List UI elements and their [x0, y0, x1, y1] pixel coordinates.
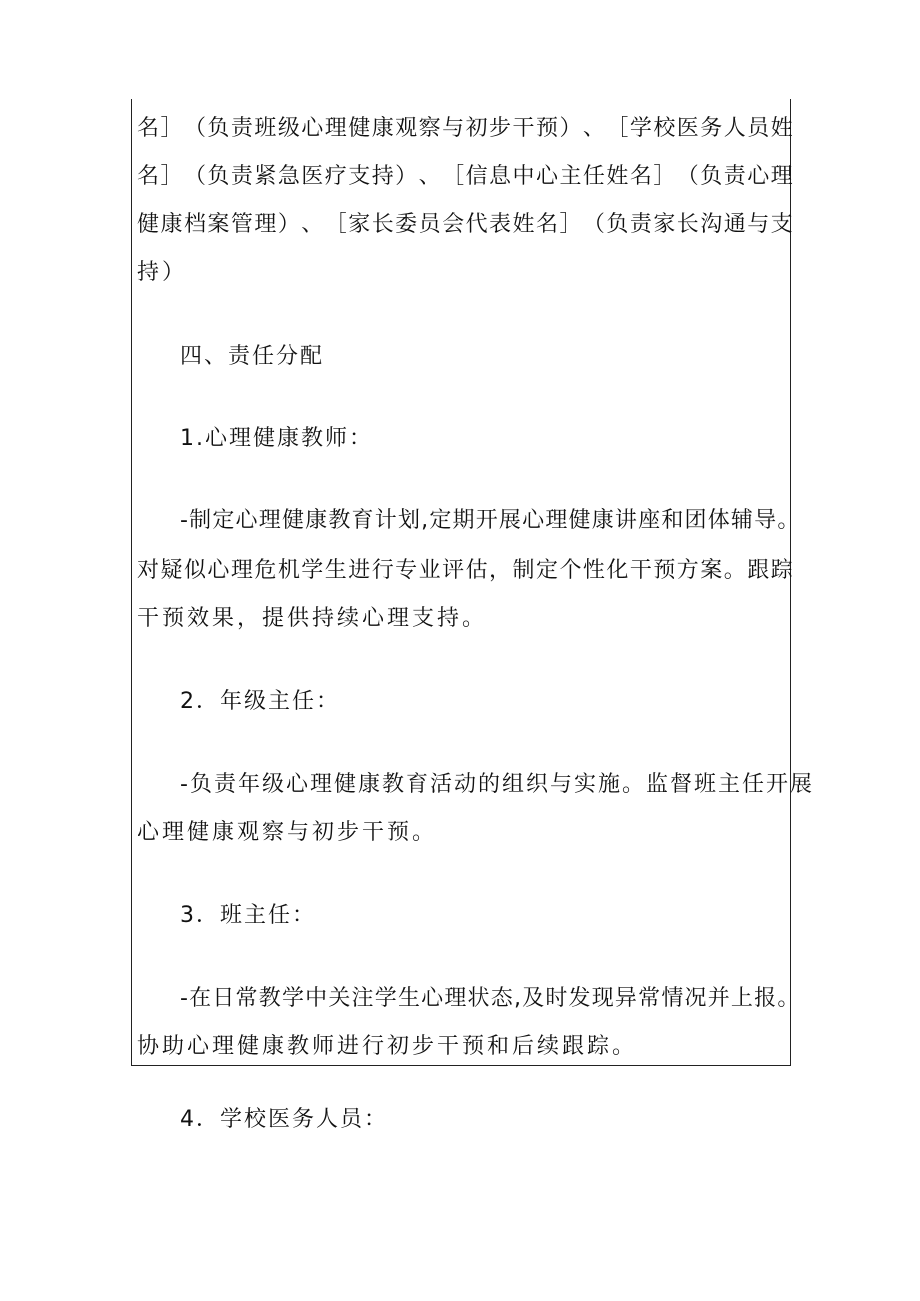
- text-char: 支: [348, 164, 371, 189]
- text-char: 长: [371, 212, 394, 237]
- text-char: 案: [207, 212, 230, 237]
- text-char: 踪: [770, 558, 793, 583]
- text-char: 理: [254, 212, 277, 237]
- text-char: 学: [301, 558, 324, 583]
- text-char: ］: [160, 116, 183, 141]
- text-char: 危: [254, 558, 277, 583]
- text-char: （: [582, 212, 605, 237]
- text-char: 名: [535, 212, 558, 237]
- text-char: 长: [676, 212, 699, 237]
- text-char: 班: [254, 116, 277, 141]
- text-char: 与: [442, 116, 465, 141]
- text-char: 委: [395, 212, 418, 237]
- text-char: 校: [653, 116, 676, 141]
- text-char: 健: [348, 116, 371, 141]
- text-char: 息: [489, 164, 512, 189]
- text-char: 个: [559, 558, 582, 583]
- text-char: 健: [137, 212, 160, 237]
- text-char: 表: [489, 212, 512, 237]
- text-char: 责: [629, 212, 652, 237]
- text-char: 心: [535, 164, 558, 189]
- text-char: 持: [371, 164, 394, 189]
- text-char: 急: [277, 164, 300, 189]
- paragraph-line: [137, 162, 793, 192]
- text-char: ）: [395, 164, 418, 189]
- text-char: 业: [418, 558, 441, 583]
- text-char: 、: [582, 116, 605, 141]
- text-char: 姓: [512, 212, 535, 237]
- text-char: 专: [395, 558, 418, 583]
- item-text-line: 协助心理健康教师进行初步干预和后续跟踪。: [137, 1034, 638, 1059]
- text-char: 负: [207, 116, 230, 141]
- text-char: 姓: [770, 116, 793, 141]
- text-char: 定: [535, 558, 558, 583]
- text-char: 名: [137, 164, 160, 189]
- text-char: 家: [653, 212, 676, 237]
- text-char: 生: [324, 558, 347, 583]
- text-char: 沟: [700, 212, 723, 237]
- item-text-line: -负责年级心理健康教育活动的组织与实施。监督班主任开展: [180, 772, 814, 797]
- item-text-line: [137, 556, 793, 586]
- text-char: ）: [277, 212, 300, 237]
- item-heading: 4．学校医务人员：: [180, 1107, 388, 1132]
- text-char: 理: [324, 116, 347, 141]
- text-char: 、: [301, 212, 324, 237]
- text-char: 信: [465, 164, 488, 189]
- text-char: 似: [183, 558, 206, 583]
- item-text-line: -在日常教学中关注学生心理状态,及时发现异常情况并上报。: [180, 986, 801, 1011]
- text-char: 估: [465, 558, 488, 583]
- text-char: 康: [371, 116, 394, 141]
- text-char: （: [183, 164, 206, 189]
- text-char: （: [183, 116, 206, 141]
- text-char: 责: [723, 164, 746, 189]
- text-char: 评: [442, 558, 465, 583]
- item-heading: 2．年级主任：: [180, 689, 340, 714]
- paragraph-line: [137, 210, 793, 240]
- item-text-line: 干预效果，提供持续心理支持。: [137, 606, 488, 631]
- text-char: 名: [137, 116, 160, 141]
- text-char: 机: [277, 558, 300, 583]
- text-char: 与: [747, 212, 770, 237]
- text-char: 初: [465, 116, 488, 141]
- text-char: 责: [230, 164, 253, 189]
- text-char: 心: [207, 558, 230, 583]
- text-char: ］: [160, 164, 183, 189]
- text-char: ［: [442, 164, 465, 189]
- text-char: 心: [747, 164, 770, 189]
- text-char: 案: [700, 558, 723, 583]
- text-char: ［: [324, 212, 347, 237]
- text-char: 任: [582, 164, 605, 189]
- text-char: 负: [606, 212, 629, 237]
- text-char: 医: [676, 116, 699, 141]
- text-char: 对: [137, 558, 160, 583]
- text-char: 员: [747, 116, 770, 141]
- text-char: 疑: [160, 558, 183, 583]
- text-char: 察: [418, 116, 441, 141]
- text-char: 学: [629, 116, 652, 141]
- text-char: 级: [277, 116, 300, 141]
- item-text-line: 心理健康观察与初步干预。: [137, 820, 438, 845]
- text-char: 代: [465, 212, 488, 237]
- text-char: 疗: [324, 164, 347, 189]
- text-char: ）: [559, 116, 582, 141]
- text-char: 会: [442, 212, 465, 237]
- paragraph-line: [137, 114, 793, 144]
- text-char: 理: [230, 558, 253, 583]
- text-char: 员: [418, 212, 441, 237]
- text-char: 家: [348, 212, 371, 237]
- text-char: 制: [512, 558, 535, 583]
- item-heading: 3．班主任：: [180, 903, 316, 928]
- text-char: ］: [653, 164, 676, 189]
- text-char: 责: [230, 116, 253, 141]
- text-char: 中: [512, 164, 535, 189]
- text-char: 务: [700, 116, 723, 141]
- text-char: 人: [723, 116, 746, 141]
- text-char: （: [676, 164, 699, 189]
- text-char: 康: [160, 212, 183, 237]
- text-char: 通: [723, 212, 746, 237]
- text-char: 步: [489, 116, 512, 141]
- text-char: 支: [770, 212, 793, 237]
- text-char: ］: [559, 212, 582, 237]
- section-title: 四、责任分配: [180, 344, 325, 369]
- text-char: 方: [676, 558, 699, 583]
- text-char: 化: [606, 558, 629, 583]
- text-char: 主: [559, 164, 582, 189]
- text-char: 干: [512, 116, 535, 141]
- text-char: 医: [301, 164, 324, 189]
- text-char: 进: [348, 558, 371, 583]
- text-char: 管: [230, 212, 253, 237]
- text-char: 心: [301, 116, 324, 141]
- text-char: 档: [183, 212, 206, 237]
- text-char: 、: [418, 164, 441, 189]
- text-char: 预: [653, 558, 676, 583]
- paragraph-line: 持）: [137, 260, 188, 285]
- text-char: ，: [489, 558, 512, 583]
- item-heading: 1.心理健康教师：: [180, 426, 373, 451]
- text-char: 理: [770, 164, 793, 189]
- text-char: 。: [723, 558, 746, 583]
- text-char: 跟: [747, 558, 770, 583]
- text-char: ［: [606, 116, 629, 141]
- item-text-line: -制定心理健康教育计划,定期开展心理健康讲座和团体辅导。: [180, 508, 801, 533]
- text-char: 性: [582, 558, 605, 583]
- text-char: 负: [207, 164, 230, 189]
- text-char: 姓: [606, 164, 629, 189]
- text-char: 预: [535, 116, 558, 141]
- text-char: 观: [395, 116, 418, 141]
- text-char: 干: [629, 558, 652, 583]
- text-char: 紧: [254, 164, 277, 189]
- text-char: 负: [700, 164, 723, 189]
- text-char: 名: [629, 164, 652, 189]
- text-char: 行: [371, 558, 394, 583]
